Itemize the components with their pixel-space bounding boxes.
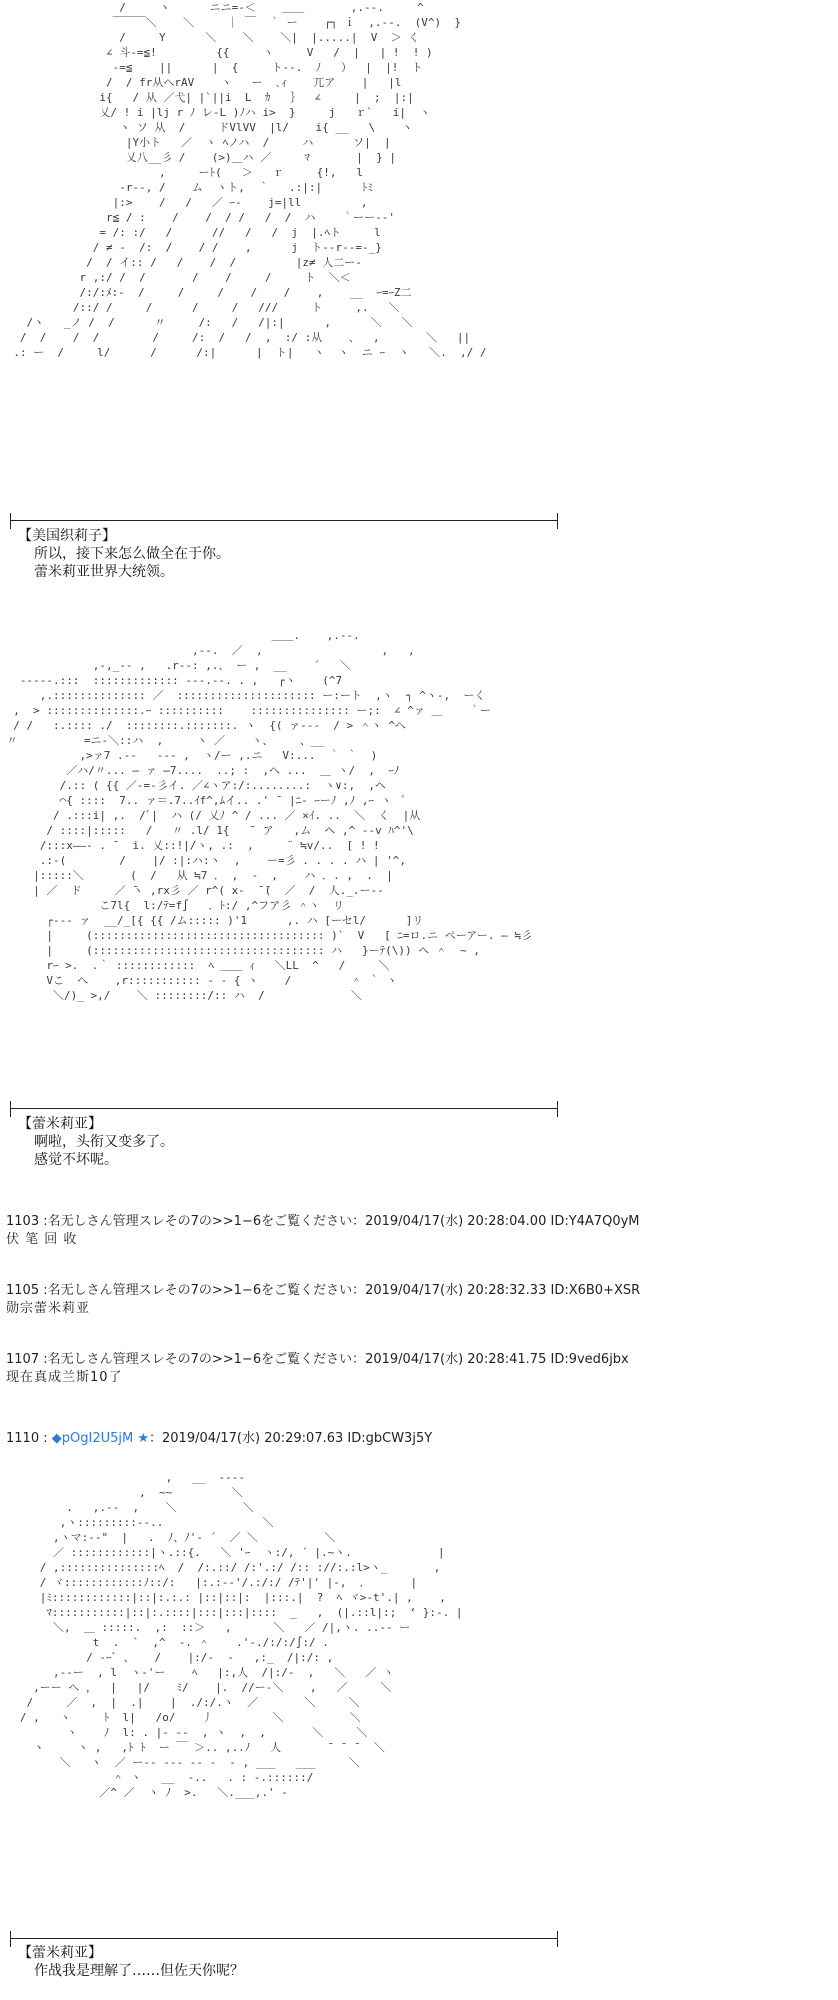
panel-divider-3 [10,1938,558,1939]
reply-post-1105 [6,1282,640,1318]
post-number: 1110 : [6,1431,48,1446]
dialogue-line: 感觉不坏呢。 [34,1152,118,1168]
post-header [6,1430,432,1448]
reply-post-1107 [6,1351,629,1387]
author-trip-link[interactable]: ◆pOgI2U5jM ★ [51,1431,149,1446]
ascii-art-figure-3: , __ ---- , ~~ ＼ . ,.-- , ＼ ＼ ,ヽ:::::::::--.. ＼ ,ヽマ:-‐" | . ﾉ、ﾉ'‐ ´ ／ ＼ ＼ ／ ::::::::::::|ヽ.::{. ＼ 'ｰ ヽ:/, ´ |.~ヽ. | / ,:::::::::::::::ﾍ / /:.::/ /:'.:/ /:: ://:.:l>ヽ_ , / ヾ::::::::::::ﾉ::/: |:.:-‐'/.:/:/ /ﾃ'|' |-, ． | |ﾐ::::::::::::|::|:.:.: |::|::|: |:::.| ? ﾍ ヾ>-t'.| , , ﾏ:::::::::::|::|:.::::|:::|:::|:::: _ , (|.::l|:; ‘ }:-. | ＼, ＿ :::::. ,: ::＞ , ＼ ／ /|,ヽ. ..-- ー t . ` ,^ -. ＾ .'-./:/:/∫:/ . / -ｰﾞ 、 / |:/- ‐ ,:_ /|:/: , ,--ー , l ヽ-'ー ﾍ |:,人 /|:/- , ＼ ／ ヽ ,ーー へ ， | |/ ﾐ/ |. //ー-＼ , ／ ＼ / ／ , | .| | ./:/.ヽ ／ ＼ ＼ / , ヽ ﾄ l| /o/ 丿 ＼ ＼ ヽ ﾉ l: . |- -- , ヽ , , ＼ ＼ ヽ ヽ , ,ﾄ ﾄ ー ￣ ＞.. ,..ﾉ 人 ¯ ¯ ¯ ＼ ＼ ヽ ／ ー-- --- -- - - , ___ ___ ＼ ＾ ヽ __ -.. . : -.::::::/ ／^ ／ ヽ ﾉ >. ＼.___,.' - [19,1471,463,1799]
ascii-art-figure-2: ＿＿. ,.--. ,--. ／ , , , ,-,_-- , .r--: ,.、 ー , __ ´ ＼ -----.::: ::::::::::::: ---.--. . , ┌ヽ (^7 ,.:::::::::::::: ／ ::::::::::::::::::::: ー:ート ,ヽ ┐ ^ヽ-, ーく , > ::::::::::::::.ｰ :::::::::: ::::::::::::::: ー;: ∠ ^ァ ＿ ｀ー / / :.:::: ./ ::::::::.:::::::. ヽ {( ァ--- / > ＾ヽ ^へ 〃 =ニ-＼::ハ , ヽ ／ ヽ、 、__ ,>ァ7 .-- --- , ヽ/ー ,.ニ V:... ｀ ｀ ) ／ハ/〃... ̶ ァ ̶7.... ..; : ,へ ... ＿ ヽ/ , ｰﾉ /.:: ( {{ ／‐=-彡イ. ／∠ヽア:/:........: ヽ∨:, ,ヘ ⌒{ :::: 7.. ァ＝.7..ｲf^,ﾑイ.. .' ¯ |ﾆ- ｰーﾉ ,ﾉ ,ｰ ヽ ﾟ / .:::i| ,. /ﾞ| ハ (/ 乂ﾉ ^ / ... ／ ×ｲ. .. ＼ く |从 / ::::|::::: / 〃 .l/ 1{ ¯ ア ,ム ヘ ,^ --v ﾊ^'\ /:::x——‐ . ¯ i. 乂::!|/ヽ, .: , ¨ ≒v/.. [ ! ! .:-( / |/ :|:ハ:ヽ , ー=彡 . . . . ハ | '^, |:::::＼ ( / 从 ≒7 ． , - , ハ ．. , . | | ／ ド ／ ̄ヽ ,rx彡 ／ r^( x- ̄ ̄( ／ / 人._.ー‐‐ こ7l{ l:/ﾃ=f∫ ．ﾄ:/ ,^フア彡 ＾ヽ リ ┌--- ァ __/_[{ {{ /ム::::: )'1 ,. ハ [ーセl/ ]リ | (::::::::::::::::::::::::::::::::::: )` V [ ﾆ=ロ.ニ ペーアー. ̶ ≒彡 | (::::::::::::::::::::::::::::::::::: ハ }ーﾃ(\)) ヘ ＾ ~ , rｰ >. .｀ :::::::::::: ﾍ ＿＿ ｨ ＼LL ^ / ＼ Vこ へ ,r::::::::::: - - { ヽ / ＾ ｀ ヽ ＼/)_ >,/ ＼ ::::::::/:: ハ / ＼ [6,629,532,1002]
dialogue-line: 啊啦，头衔又变多了。 [34,1134,174,1150]
author-post-1110 [6,1430,432,1448]
dialogue-line: 所以，接下来怎么做全在于你。 [34,546,230,562]
post-header: 1105 :名无しさん管理スレその7の>>1−6をご覧ください：2019/04/17(水) 20:28:32.33 ID:X6B0+XSR [6,1283,641,1298]
speech-block-3 [18,1944,244,1980]
speech-block-1 [18,527,230,581]
speaker-label: 【蕾米莉亚】 [18,1116,102,1132]
dialogue-line: 作战我是理解了……但佐天你呢？ [34,1963,244,1979]
post-meta: ：2019/04/17(水) 20:29:07.63 ID:gbCW3j5Y [149,1431,433,1446]
speech-block-2 [18,1115,174,1169]
speaker-label: 【美国织莉子】 [18,528,116,544]
speaker-label: 【蕾米莉亚】 [18,1945,102,1961]
post-body: 勋宗蕾米莉亚 [6,1301,91,1316]
panel-divider-1 [10,520,558,521]
ascii-art-figure-1: / ヽ ニニ=-＜ ＿＿ ,.--. ^ ￣￣￣＼ ＼ ｜ ￣ ｀ ー ┌┐ ｉ ,.--. (V^) } / Y ＼ ＼ ＼| |.....| V ＞ く ∠ 斗-=≦! {{ ヽ V / | | ! ! ) -=≦ || | { ト--. ﾉ ） | |! ト / / fr从へrAV ヽ ー ､ｨ 兀ア | |l i{ / 从 ／弋| |`||i L ｶ ｝ ∠ | ; |:| 乂/ ! i |lj r ﾉ レ-L )ﾉハ i> } j ｒ` i| ヽ ヽ ソ 从 / ドVlVV |l/ i{ __ \ ヽ |Y小ト ／ ヽ ﾍノハ / ハ ソ| | 乂八__彡 / (>)＿ハ ／ ﾏ | } | , ーﾄ( ＞ ｒ {!, l -r--, / ム ヽト, ｀ .:|:| ﾄﾐ |:> / / ／ ｰ‐ j=|ll , r≦ / : / / / / / / ハ ｀ーー--' = /: :/ / // / / j |.ﾍト l / ≠ ‐ /: / / / , j ト--r--=-_} / / イ:: / / / / |z≠ 人二ー- r ,:/ / / / / / ト ＼＜ /:/:ﾒ:- / / / / / , __ ｰ=ｰZ二 /::/ / / / / /// ト ,. ＼ /ヽ _ノ / / 〃 /: / /|:| , ＼ ＼ / / / / / /: / / , :/ :从 、 , ＼ || .: ー / l/ / /:| | ト| ヽ ヽ ニ ｰ ヽ ＼. ,/ / [13,1,487,359]
post-header: 1103 :名无しさん管理スレその7の>>1−6をご覧ください：2019/04/17(水) 20:28:04.00 ID:Y4A7Q0yM [6,1214,640,1229]
panel-divider-2 [10,1108,558,1109]
post-header: 1107 :名无しさん管理スレその7の>>1−6をご覧ください：2019/04/17(水) 20:28:41.75 ID:9ved6jbx [6,1352,629,1367]
post-body: 伏 笔 回 收 [6,1232,78,1247]
reply-post-1103 [6,1213,640,1249]
dialogue-line: 蕾米莉亚世界大统领。 [34,564,174,580]
post-body: 现在真成兰斯10了 [6,1370,123,1385]
